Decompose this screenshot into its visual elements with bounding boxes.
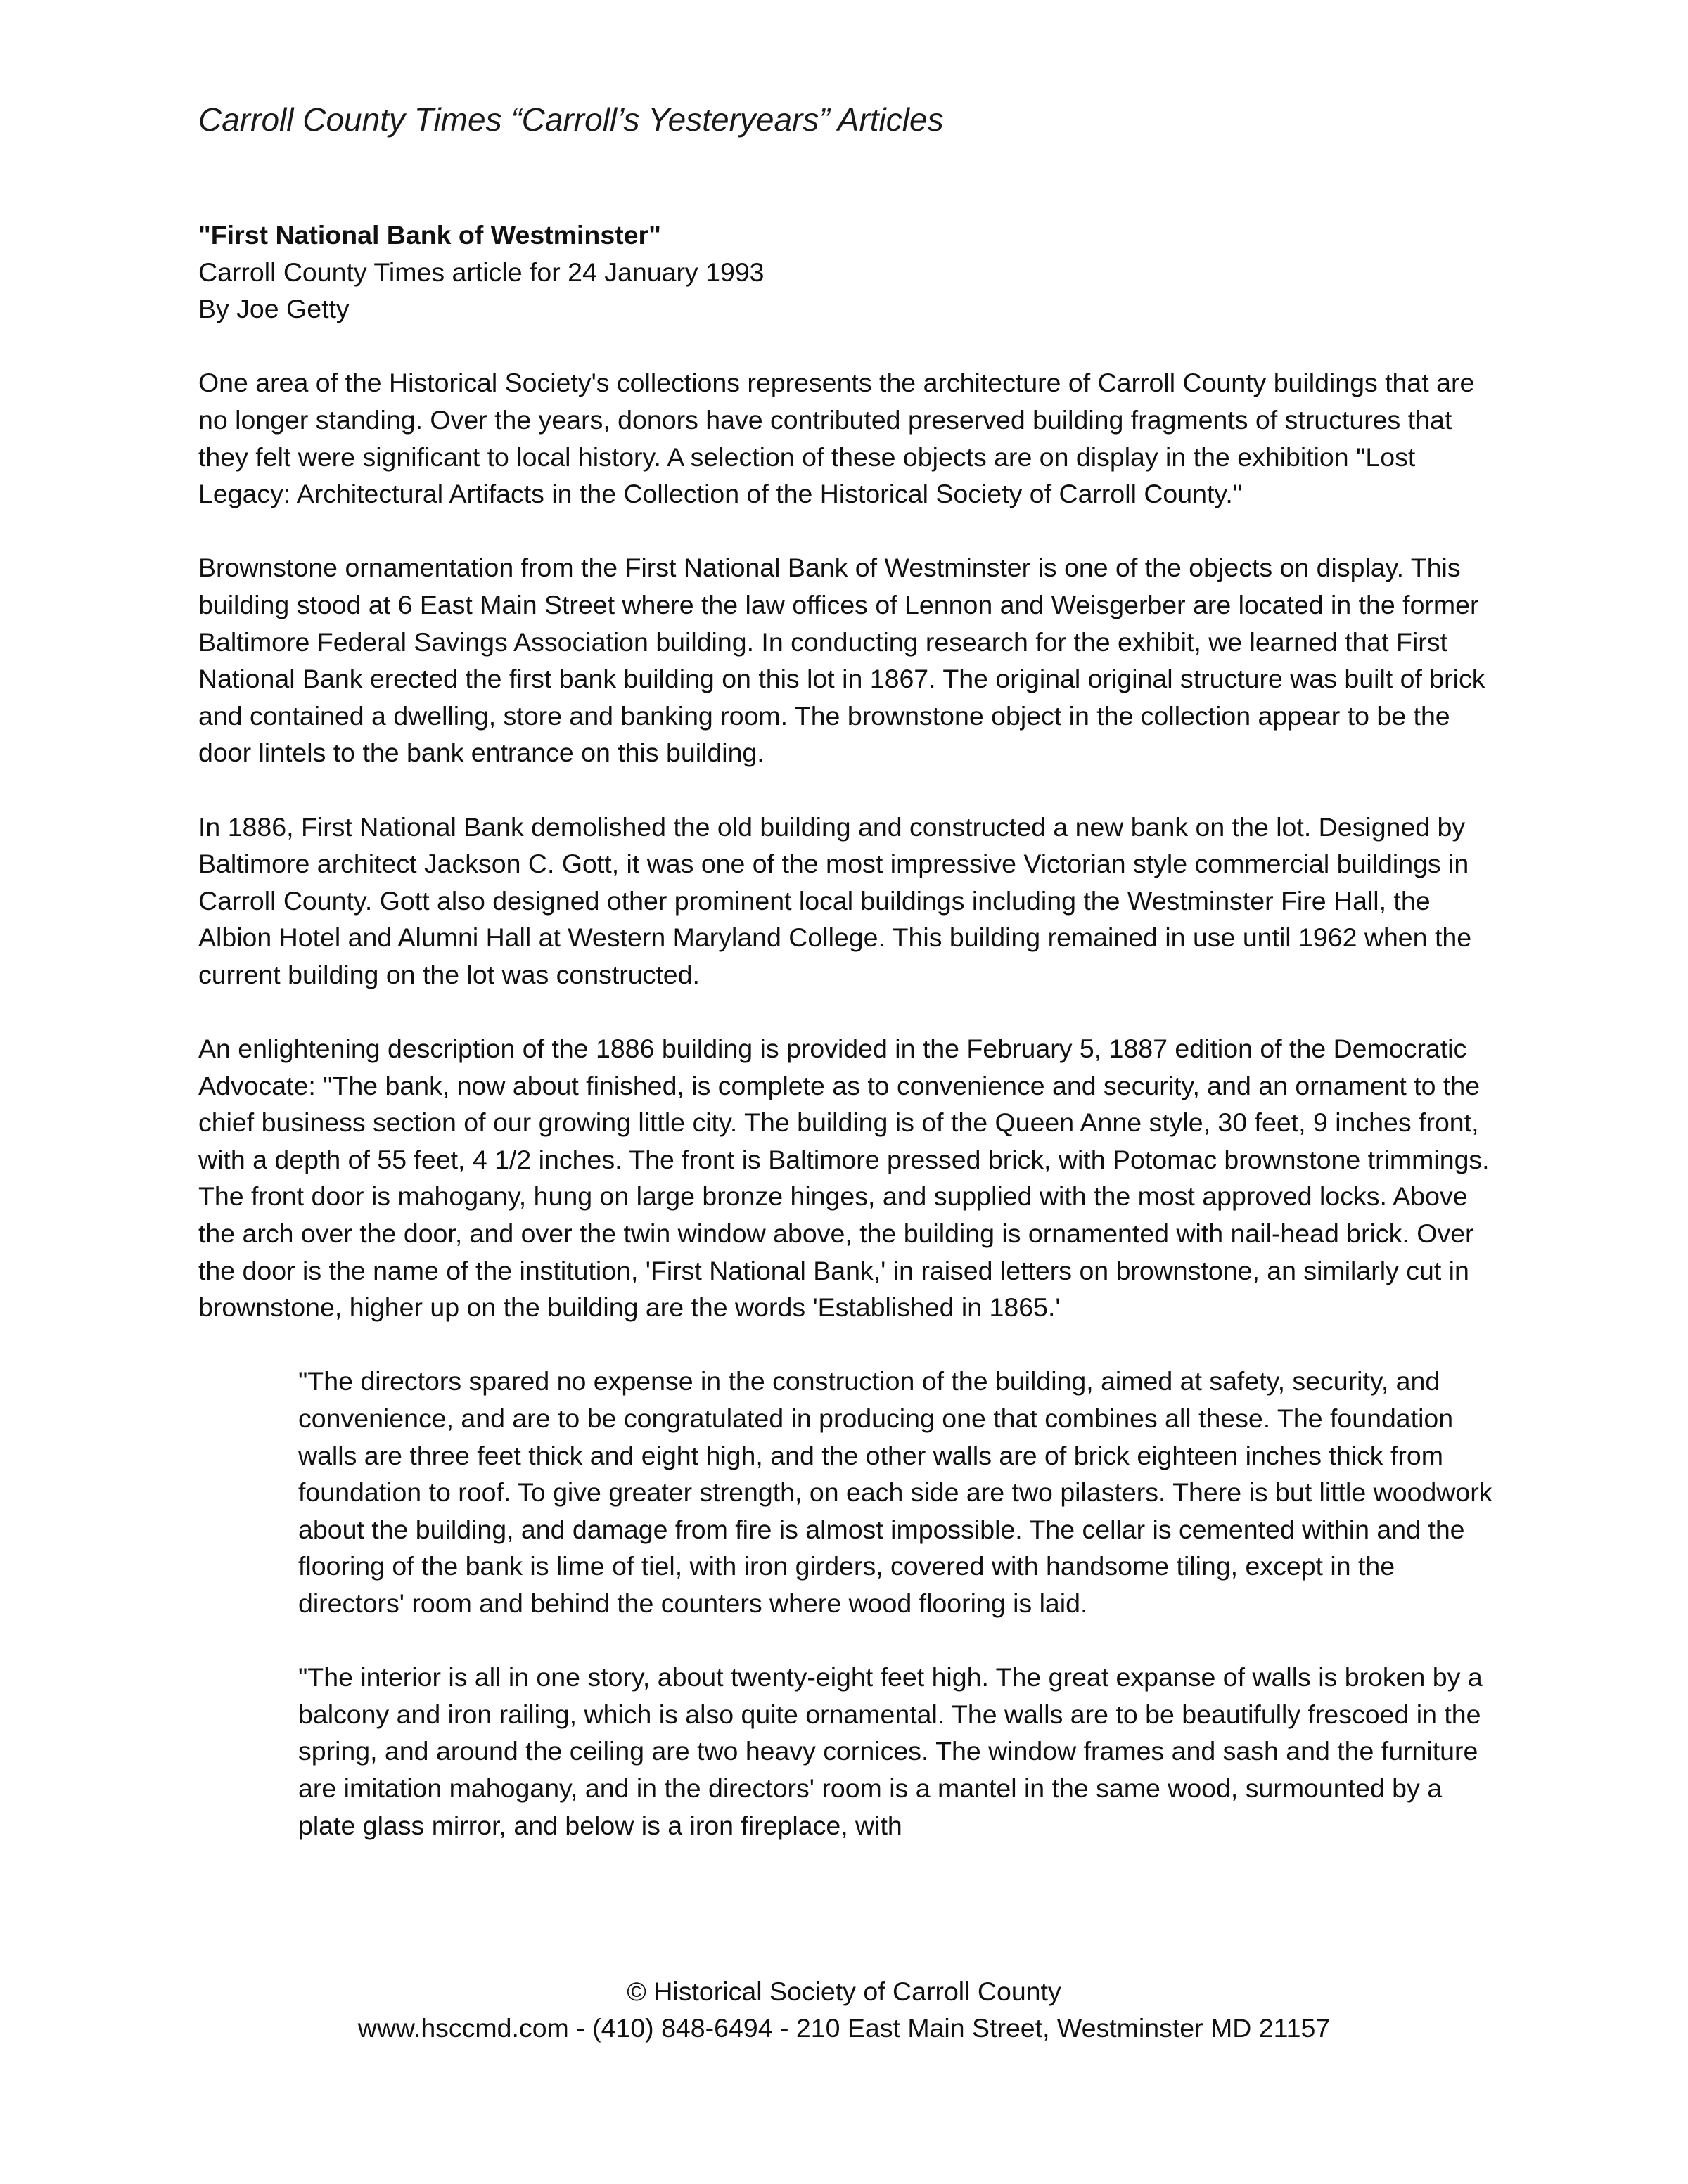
article-body [198, 217, 1504, 1881]
article-meta [198, 217, 1504, 328]
paragraph: One area of the Historical Society's collections represents the architecture of Carroll County buildings that are no longer standing. Over the years, donors have contributed preserved building fragments of structures that they felt were significant to local history. A selection of these objects are on display in the exhibition "Lost Legacy: Architectural Artifacts in the Collection of the Historical Society of Carroll County." [198, 368, 1475, 509]
paragraph: In 1886, First National Bank demolished the old building and constructed a new bank on the lot. Designed by Baltimore architect Jackson C. Gott, it was one of the most impressive Victorian style commercial buildings in Carroll County. Gott also designed other prominent local buildings including the Westminster Fire Hall, the Albion Hotel and Alumni Hall at Western Maryland College. This building remained in use until 1962 when the current building on the lot was constructed. [198, 811, 1472, 989]
block-quote: "The directors spared no expense in the construction of the building, aimed at safety, security, and convenience, and are to be congratulated in producing one that combines all these. The foundation walls are three feet thick and eight high, and the other walls are of brick eighteen inches thick from foundation to roof. To give greater strength, on each side are two pilasters. There is but little woodwork about the building, and damage from fire is almost impossible. The cellar is cemented within and the flooring of the bank is lime of tiel, with iron girders, covered with handsome tiling, except in the directors' room and behind the counters where wood flooring is laid. [298, 1366, 1492, 1618]
article-title: "First National Bank of Westminster" [198, 220, 661, 250]
paragraph: An enlightening description of the 1886 building is provided in the February 5, 1887 edition of the Democratic Advocate: "The bank, now about finished, is complete as to convenience and security, and an ornament to the chief business section of our growing little city. The building is of the Queen Anne style, 30 feet, 9 inches front, with a depth of 55 feet, 4 1/2 inches. The front is Baltimore pressed brick, with Potomac brownstone trimmings. The front door is mahogany, hung on large bronze hinges, and supplied with the most approved locks. Above the arch over the door, and over the twin window above, the building is ornamented with nail-head brick. Over the door is the name of the institution, 'First National Bank,' in raised letters on brownstone, an similarly cut in brownstone, higher up on the building are the words 'Established in 1865.' [198, 1034, 1490, 1323]
paragraph: Brownstone ornamentation from the First National Bank of Westminster is one of the objects on display. This building stood at 6 East Main Street where the law offices of Lennon and Weisgerber are located in the former Baltimore Federal Savings Association building. In conducting research for the exhibit, we learned that First National Bank erected the first bank building on this lot in 1867. The original original structure was built of brick and contained a dwelling, store and banking room. The brownstone object in the collection appear to be the door lintels to the bank entrance on this building. [198, 553, 1485, 768]
footer-copyright: © Historical Society of Carroll County [627, 1977, 1061, 2006]
article-dateline: Carroll County Times article for 24 January 1993 [198, 257, 765, 287]
article-byline: By Joe Getty [198, 294, 350, 324]
footer-contact: www.hsccmd.com - (410) 848-6494 - 210 East Main Street, Westminster MD 21157 [357, 2013, 1331, 2043]
series-title: Carroll County Times “Carroll’s Yesteryears” Articles [198, 101, 944, 138]
block-quote: "The interior is all in one story, about twenty-eight feet high. The great expanse of walls is broken by a balcony and iron railing, which is also quite ornamental. The walls are to be beautifully frescoed in the spring, and around the ceiling are two heavy cornices. The window frames and sash and the furniture are imitation mahogany, and in the directors' room is a mantel in the same wood, surmounted by a plate glass mirror, and below is a iron fireplace, with [298, 1662, 1483, 1840]
page-footer [0, 1973, 1688, 2046]
